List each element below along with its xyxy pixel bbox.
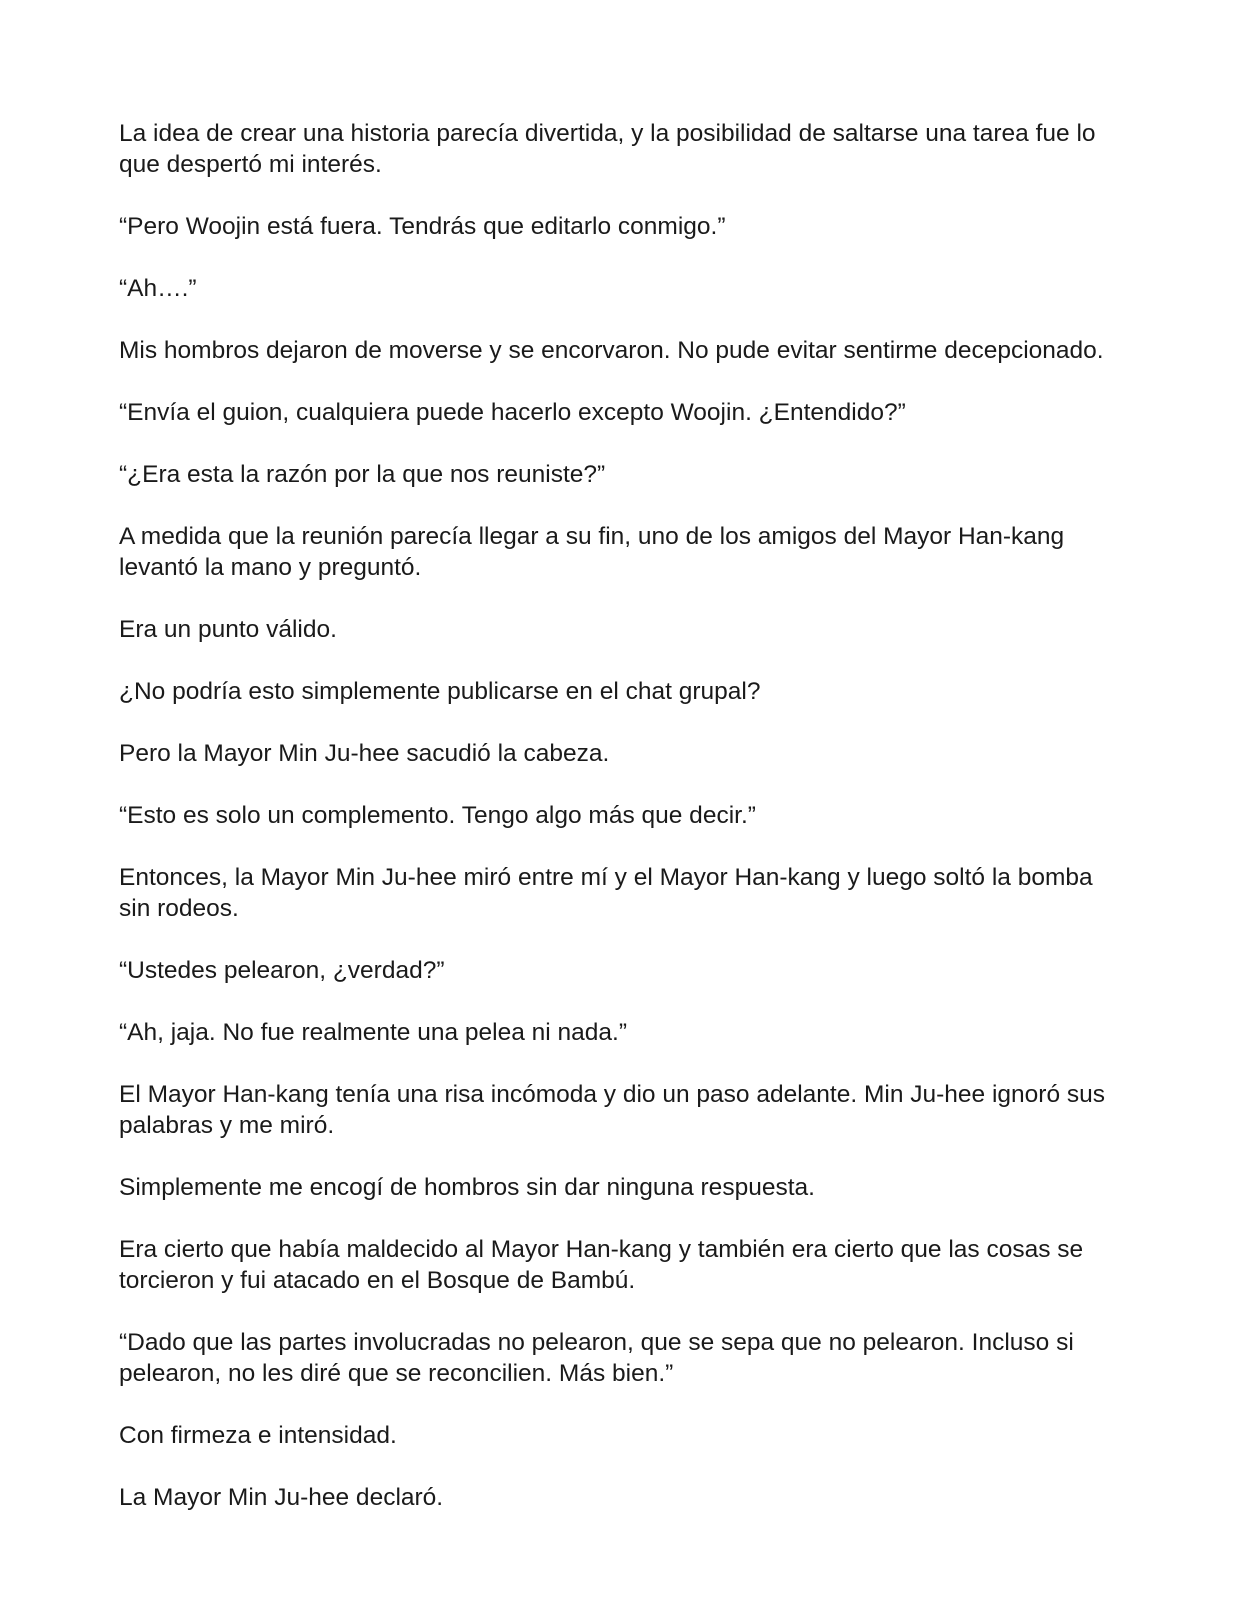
paragraph: Entonces, la Mayor Min Ju-hee miró entre mí y el Mayor Han-kang y luego soltó la bomba sin rodeos.	[119, 864, 1093, 922]
paragraph: A medida que la reunión parecía llegar a su fin, uno de los amigos del Mayor Han-kang levantó la mano y preguntó.	[119, 523, 1065, 581]
paragraph: El Mayor Han-kang tenía una risa incómoda y dio un paso adelante. Min Ju-hee ignoró sus palabras y me miró.	[119, 1081, 1106, 1139]
paragraph: “Ah….”	[119, 275, 197, 302]
paragraph: Era cierto que había maldecido al Mayor Han-kang y también era cierto que las cosas se torcieron y fui atacado en el Bosque de Bambú.	[119, 1236, 1084, 1294]
paragraph: “¿Era esta la razón por la que nos reuniste?”	[119, 461, 606, 488]
paragraph: ¿No podría esto simplemente publicarse en el chat grupal?	[119, 678, 761, 705]
paragraph: La Mayor Min Ju-hee declaró.	[119, 1484, 444, 1511]
paragraph: Con firmeza e intensidad.	[119, 1422, 397, 1449]
paragraph: “Esto es solo un complemento. Tengo algo más que decir.”	[119, 802, 756, 829]
paragraph: “Ustedes pelearon, ¿verdad?”	[119, 957, 445, 984]
document-body	[119, 118, 1129, 1544]
paragraph: “Dado que las partes involucradas no pelearon, que se sepa que no pelearon. Incluso si pelearon, no les diré que se reconcilien. Más bien.”	[119, 1329, 1074, 1387]
paragraph: “Ah, jaja. No fue realmente una pelea ni nada.”	[119, 1019, 628, 1046]
paragraph: La idea de crear una historia parecía divertida, y la posibilidad de saltarse una tarea fue lo que despertó mi interés.	[119, 120, 1096, 178]
paragraph: Simplemente me encogí de hombros sin dar ninguna respuesta.	[119, 1174, 815, 1201]
paragraph: Era un punto válido.	[119, 616, 337, 643]
paragraph: “Pero Woojin está fuera. Tendrás que editarlo conmigo.”	[119, 213, 726, 240]
paragraph: “Envía el guion, cualquiera puede hacerlo excepto Woojin. ¿Entendido?”	[119, 399, 906, 426]
paragraph: Pero la Mayor Min Ju-hee sacudió la cabeza.	[119, 740, 610, 767]
paragraph: Mis hombros dejaron de moverse y se encorvaron. No pude evitar sentirme decepcionado.	[119, 337, 1104, 364]
